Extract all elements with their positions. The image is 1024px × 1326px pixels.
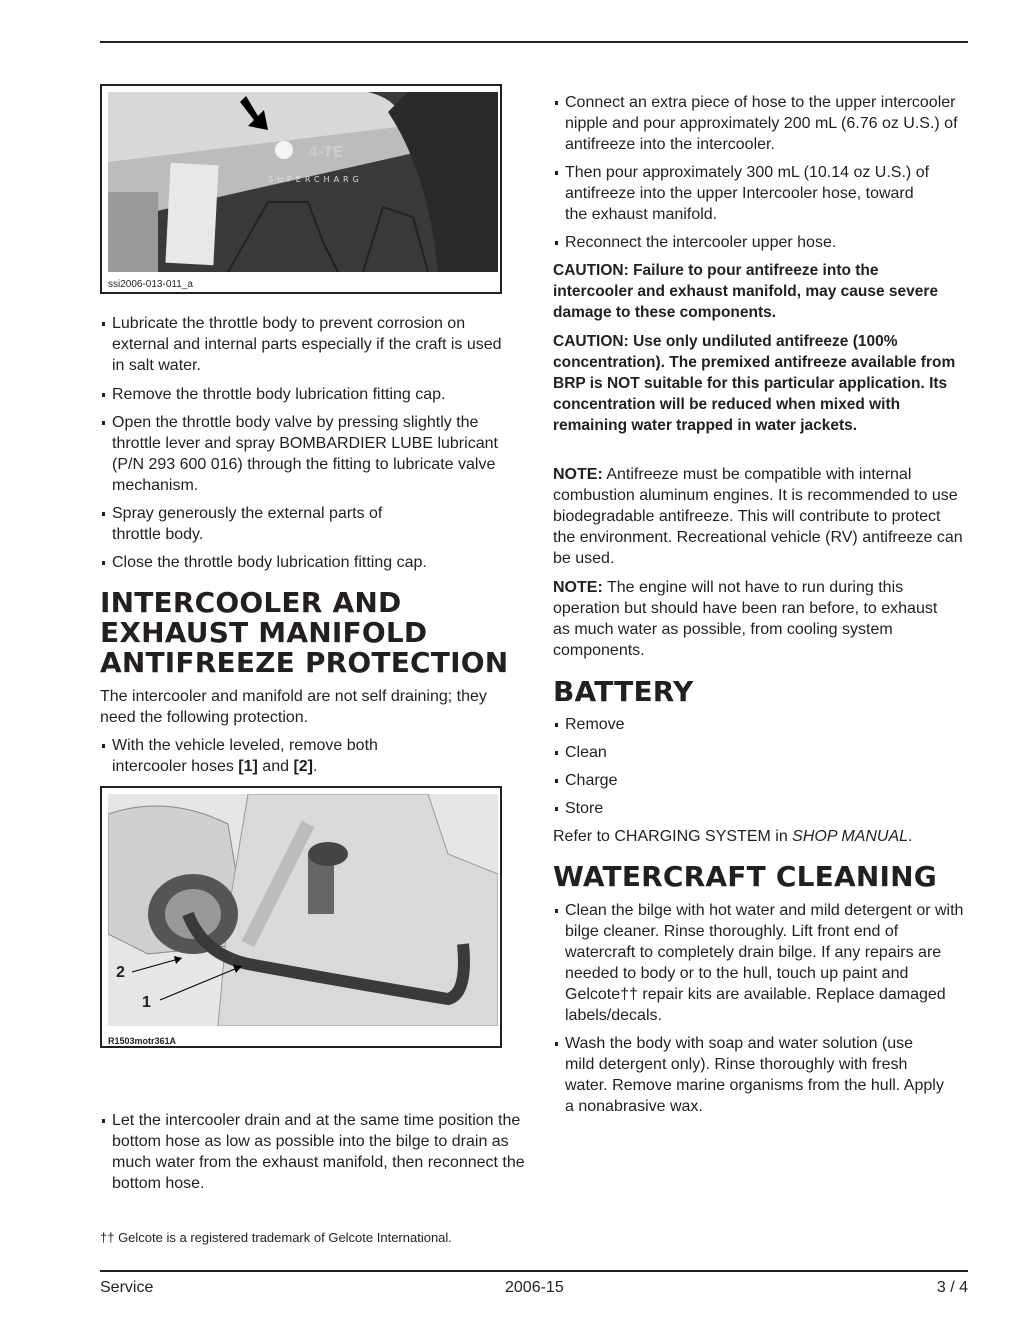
manual-title: SHOP MANUAL bbox=[792, 828, 909, 845]
bullet-item: Then pour approximately 300 mL (10.14 oz U.S.) of antifreeze into the upper Intercooler hose, toward the exhaust manifold. bbox=[553, 162, 935, 225]
section-heading-intercooler: INTERCOOLER AND EXHAUST MANIFOLD ANTIFREEZE PROTECTION bbox=[100, 586, 509, 679]
reference-label: . bbox=[908, 828, 913, 845]
photo-text: 4-TE bbox=[308, 143, 343, 161]
bullet-item: Clean bbox=[553, 742, 971, 763]
cleaning-list bbox=[553, 900, 971, 1117]
note-text: Antifreeze must be compatible with internal combustion aluminum engines. It is recommended to use biodegradable antifreeze. This will contribute to protect the environment. Recreational vehicle (RV) antifreeze can be used. bbox=[553, 466, 963, 567]
bullet-item bbox=[100, 735, 452, 777]
footer-section: Service bbox=[100, 1279, 154, 1296]
throttle-instructions bbox=[100, 313, 515, 573]
bullet-text: . bbox=[313, 758, 318, 775]
reference-label: Refer to CHARGING SYSTEM in bbox=[553, 828, 793, 845]
bullet-item: Reconnect the intercooler upper hose. bbox=[553, 232, 971, 253]
bullet-item: Open the throttle body valve by pressing slightly the throttle lever and spray BOMBARDIER LUBE lubricant (P/N 293 600 016) through the fitting to lubricate valve mechanism. bbox=[100, 412, 515, 496]
caution-note: CAUTION: Use only undiluted antifreeze (100% concentration). The premixed antifreeze available from BRP is NOT suitable for this particular application. Its concentration will be reduced when mixed with remaining water trapped in water jackets. bbox=[553, 333, 956, 434]
figure-throttle-body bbox=[100, 84, 502, 294]
bullet-item: Let the intercooler drain and at the same time position the bottom hose as low as possible into the bilge to drain as much water from the exhaust manifold, then reconnect the bottom hose. bbox=[100, 1110, 527, 1194]
section-heading-battery: BATTERY bbox=[553, 675, 694, 708]
section-heading-cleaning: WATERCRAFT CLEANING bbox=[553, 860, 937, 893]
caution-note: CAUTION: Failure to pour antifreeze into the intercooler and exhaust manifold, may cause severe damage to these components. bbox=[553, 262, 939, 321]
bullet-text: With the vehicle leveled, remove both intercooler hoses bbox=[112, 737, 378, 775]
bullet-item: Remove bbox=[553, 714, 971, 735]
note-label: NOTE: bbox=[553, 466, 603, 483]
battery-list bbox=[553, 714, 971, 847]
ref-1: [1] bbox=[238, 758, 258, 775]
callout-1: 1 bbox=[142, 994, 151, 1011]
note-text: The engine will not have to run during this operation but should have been ran before, to exhaust as much water as possible, from cooling system components. bbox=[553, 579, 938, 659]
callout-2: 2 bbox=[116, 964, 125, 981]
bullet-item: Wash the body with soap and water solution (use mild detergent only). Rinse thoroughly with fresh water. Remove marine organisms from the hull. Apply a nonabrasive wax. bbox=[553, 1033, 945, 1117]
intercooler-steps bbox=[553, 92, 971, 253]
bottom-rule bbox=[100, 1270, 968, 1272]
note bbox=[553, 464, 963, 569]
figure-caption: R1503motr361A bbox=[108, 1036, 177, 1046]
photo-text: SUPERCHARG bbox=[268, 175, 363, 184]
figure-caption: ssi2006-013-011_a bbox=[108, 279, 193, 290]
footer-bulletin: 2006-15 bbox=[505, 1279, 564, 1296]
callout-arrows bbox=[102, 788, 500, 1046]
footnote: †† Gelcote is a registered trademark of Gelcote International. bbox=[100, 1230, 452, 1245]
bullet-item: Spray generously the external parts of throttle body. bbox=[100, 503, 412, 545]
bullet-item: Close the throttle body lubrication fitting cap. bbox=[100, 552, 515, 573]
figure-intercooler-hoses bbox=[100, 786, 502, 1048]
reference-text bbox=[553, 826, 971, 847]
top-rule bbox=[100, 41, 968, 43]
engine-cover-photo bbox=[108, 92, 498, 272]
bullet-item: Remove the throttle body lubrication fitting cap. bbox=[100, 384, 515, 405]
note bbox=[553, 577, 953, 661]
bullet-text: and bbox=[257, 758, 294, 775]
ref-2: [2] bbox=[293, 758, 314, 775]
bullet-item: Connect an extra piece of hose to the upper intercooler nipple and pour approximately 200 mL (6.76 oz U.S.) of antifreeze into the intercooler. bbox=[553, 92, 971, 155]
intercooler-intro: The intercooler and manifold are not self draining; they need the following protection. bbox=[100, 688, 487, 726]
bullet-item: Charge bbox=[553, 770, 971, 791]
note-label: NOTE: bbox=[553, 579, 603, 596]
footer-page-number: 3 / 4 bbox=[936, 1279, 968, 1296]
bullet-item: Store bbox=[553, 798, 971, 819]
bullet-item: Lubricate the throttle body to prevent corrosion on external and internal parts especially if the craft is used in salt water. bbox=[100, 313, 515, 376]
bullet-item: Clean the bilge with hot water and mild detergent or with bilge cleaner. Rinse thoroughly. Lift front end of watercraft to completely drain bilge. If any repairs are needed to body or to the hull, touch up paint and Gelcote†† repair kits are available. Replace damaged labels/decals. bbox=[553, 900, 971, 1026]
